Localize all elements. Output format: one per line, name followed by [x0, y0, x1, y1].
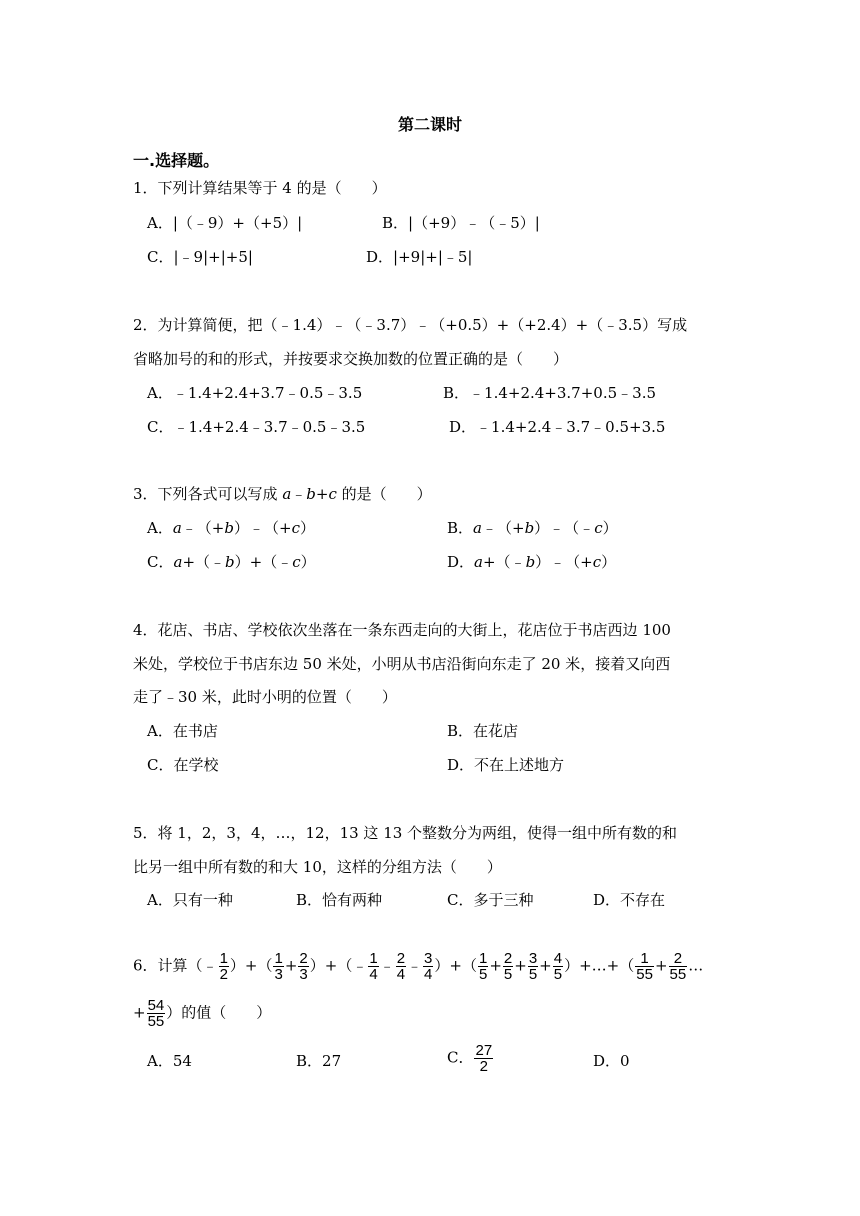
q3-option-d[interactable]: [447, 552, 616, 572]
q4-option-d[interactable]: D．不在上述地方: [447, 756, 565, 774]
fraction: $\frac{2}{3}$: [299, 950, 308, 983]
minus-sign: ﹣: [291, 485, 307, 503]
fraction: $\frac{1}{55}$: [636, 950, 653, 983]
var-c: c: [328, 485, 337, 503]
var-a: a: [172, 519, 182, 537]
opt-label: D．: [447, 553, 475, 571]
plus-sign: +: [315, 485, 329, 503]
q6-stem-line1: 6．计算（﹣ $\frac{1}{2}$ ）+（ $\frac{1}{3}$ + $\frac{2}{3}$ ）+（﹣ $\frac{1}{4}$ ﹣ $\frac{2}{4}$ ﹣ $\frac{3}{4}$ ）+（ $\frac{1}{5}$ + $\frac{2}{5}$ + $\frac{3}{5}$ + $\frac{4}{5}$ ）+…+（ $\frac{1}{55}$ + $\frac{2}{55}$ …: [133, 950, 704, 983]
fraction: $\frac{1}{2}$: [219, 950, 228, 983]
fraction: $\frac{1}{5}$: [478, 950, 488, 983]
q5-option-c[interactable]: C．多于三种: [447, 891, 534, 909]
q4-stem-line2: 米处，学校位于书店东边 50 米处，小明从书店沿街向东走了 20 米，接着又向西: [133, 655, 671, 673]
q4-option-b[interactable]: B．在花店: [447, 722, 519, 740]
var-a: a: [473, 519, 482, 537]
fraction: $\frac{4}{5}$: [553, 950, 563, 983]
opt-text: ）﹣（+: [535, 553, 593, 571]
fraction: $\frac{54}{55}$: [147, 997, 165, 1030]
q6-option-c[interactable]: [447, 1043, 494, 1074]
fraction: $\frac{1}{4}$: [369, 950, 378, 983]
q1-option-a[interactable]: A．|（﹣9）+（+5）|: [147, 214, 303, 232]
fraction: $\frac{1}{3}$: [274, 950, 283, 983]
opt-label: A．: [147, 519, 173, 537]
var-a: a: [173, 553, 183, 571]
fraction: $\frac{3}{4}$: [424, 950, 433, 983]
var-b: b: [525, 553, 536, 571]
opt-text: +（﹣: [182, 553, 226, 571]
opt-label: B．: [447, 519, 474, 537]
q2-stem-line1: 2．为计算简便，把（﹣1.4）﹣（﹣3.7）﹣（+0.5）+（+2.4）+（﹣3.5）写成: [133, 316, 688, 334]
opt-text: ）: [300, 553, 316, 571]
var-c: c: [592, 553, 602, 571]
var-b: b: [524, 519, 535, 537]
opt-text: ）+（﹣: [234, 553, 293, 571]
var-c: c: [594, 519, 603, 537]
q2-option-c[interactable]: C．﹣1.4+2.4﹣3.7﹣0.5﹣3.5: [147, 418, 366, 436]
ellipsis: +…+: [579, 956, 620, 975]
page-title: 第二课时: [397, 115, 462, 134]
fraction: $\frac{27}{2}$: [475, 1042, 493, 1075]
var-c: c: [291, 519, 300, 537]
fraction: $\frac{2}{5}$: [503, 950, 513, 983]
q2-option-a[interactable]: A．﹣1.4+2.4+3.7﹣0.5﹣3.5: [147, 384, 363, 402]
opt-label: C．: [147, 553, 174, 571]
opt-text: ）: [299, 519, 315, 537]
q6-option-a[interactable]: A．54: [147, 1052, 192, 1070]
var-a: a: [282, 485, 292, 503]
q3-stem: [133, 484, 432, 504]
q5-stem-line2: 比另一组中所有数的和大 10，这样的分组方法（ ）: [133, 858, 502, 876]
var-b: b: [225, 553, 235, 571]
var-c: c: [292, 553, 301, 571]
q1-stem: 1．下列计算结果等于 4 的是（ ）: [133, 179, 387, 197]
q3-option-a[interactable]: [147, 518, 315, 538]
q5-option-b[interactable]: B．恰有两种: [296, 891, 383, 909]
q6-prefix: 6．计算: [133, 956, 188, 975]
q6-option-d[interactable]: D．0: [593, 1052, 630, 1070]
q3-option-b[interactable]: [447, 518, 618, 538]
fraction: $\frac{2}{4}$: [396, 950, 406, 983]
fraction: $\frac{3}{5}$: [528, 950, 538, 983]
q2-option-b[interactable]: B．﹣1.4+2.4+3.7+0.5﹣3.5: [443, 384, 657, 402]
opt-text: ﹣（+: [481, 519, 525, 537]
q3-stem-end: 的是（ ）: [336, 485, 432, 503]
q2-option-d[interactable]: D．﹣1.4+2.4﹣3.7﹣0.5+3.5: [449, 418, 666, 436]
q4-stem-line1: 4．花店、书店、学校依次坐落在一条东西走向的大街上，花店位于书店西边 100: [133, 621, 671, 639]
q3-option-c[interactable]: [147, 552, 316, 572]
q5-stem-line1: 5．将 1，2，3，4，…，12，13 这 13 个整数分为两组，使得一组中所有数的和: [133, 824, 678, 842]
var-b: b: [306, 485, 316, 503]
q6-suffix: 的值（ ）: [181, 1003, 272, 1022]
q6-stem-line2: + $\frac{54}{55}$ ）的值（ ）: [133, 997, 272, 1030]
q4-option-c[interactable]: C．在学校: [147, 756, 219, 774]
q2-stem-line2: 省略加号的和的形式，并按要求交换加数的位置正确的是（ ）: [133, 350, 569, 368]
opt-text: ）: [601, 553, 617, 571]
opt-text: ）﹣（+: [233, 519, 292, 537]
fraction: $\frac{2}{55}$: [669, 950, 687, 983]
q1-option-b[interactable]: B．|（+9）﹣（﹣5）|: [382, 214, 540, 232]
opt-text: ﹣（+: [181, 519, 225, 537]
var-a: a: [474, 553, 483, 571]
q6-option-b[interactable]: B．27: [296, 1052, 342, 1070]
q3-stem-text: 3．下列各式可以写成: [133, 485, 283, 503]
ellipsis: …: [688, 956, 704, 975]
q1-option-d[interactable]: D．|+9|+|﹣5|: [366, 248, 473, 266]
q1-option-c[interactable]: C．|﹣9|+|+5|: [147, 248, 253, 266]
opt-label: C．: [447, 1048, 474, 1067]
opt-text: ）: [602, 519, 618, 537]
section-title: 一.选择题。: [133, 151, 220, 170]
var-b: b: [224, 519, 234, 537]
opt-text: +（﹣: [482, 553, 526, 571]
opt-text: ）﹣（﹣: [534, 519, 595, 537]
q5-option-d[interactable]: D．不存在: [593, 891, 666, 909]
q4-stem-line3: 走了﹣30 米，此时小明的位置（ ）: [133, 688, 397, 706]
q4-option-a[interactable]: A．在书店: [147, 722, 218, 740]
q5-option-a[interactable]: A．只有一种: [147, 891, 233, 909]
